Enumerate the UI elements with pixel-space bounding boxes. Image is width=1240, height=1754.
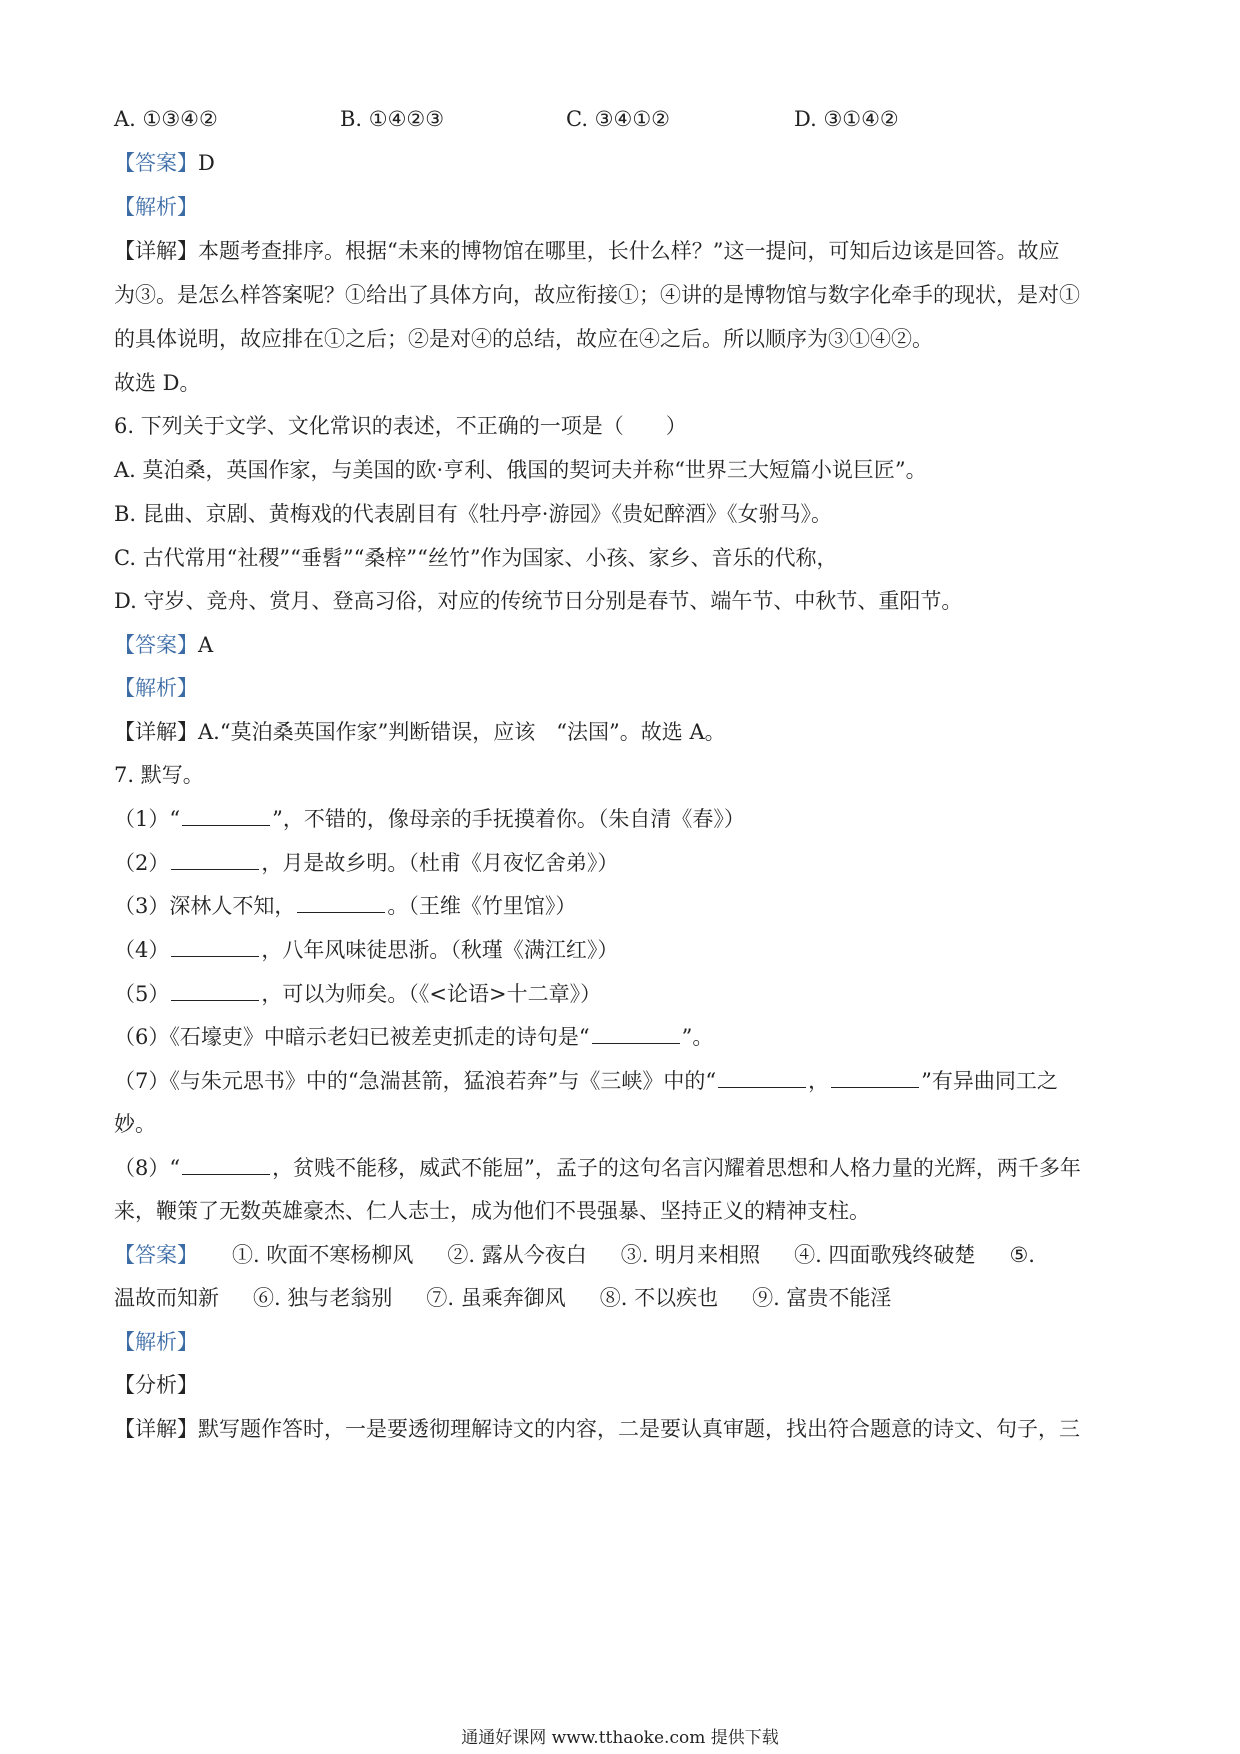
q6-option-b: B. 昆曲、京剧、黄梅戏的代表剧目有《牡丹亭·游园》《贵妃醉酒》《女驸马》。 <box>114 502 832 526</box>
q7-item-4 <box>114 935 618 965</box>
q5-detail-line-1 <box>114 236 1059 266</box>
item-text: （8）“ <box>114 1156 181 1180</box>
item-text: ， <box>808 1069 830 1093</box>
answer-tag: 【答案】 <box>114 151 198 175</box>
item-text: ，月是故乡明。（杜甫《月夜忆舍弟》） <box>261 851 619 875</box>
detail-text: 本题考查排序。根据“未来的博物馆在哪里，长什么样？”这一提问，可知后边该是回答。故应 <box>198 239 1060 263</box>
answer-item: ③. 明月来相照 <box>620 1243 761 1267</box>
answer-tag: 【答案】 <box>114 633 198 657</box>
q7-item-3 <box>114 891 576 921</box>
item-text: ，可以为师矣。（《<论语>十二章》） <box>261 982 602 1006</box>
item-text: ，八年风味徒思浙。（秋瑾《满江红》） <box>261 938 619 962</box>
q6-option-c: C. 古代常用“社稷”“垂髫”“桑梓”“丝竹”作为国家、小孩、家乡、音乐的代称， <box>114 546 838 570</box>
answer-blank <box>171 849 259 870</box>
item-text: ，贫贱不能移，威武不能屈”，孟子的这句名言闪耀着思想和人格力量的光辉，两千多年 <box>272 1156 1081 1180</box>
q5-option-c: C. ③④①② <box>566 107 670 131</box>
answer-item: ⑨. 富贵不能淫 <box>752 1286 892 1310</box>
answer-tag: 【答案】 <box>114 1243 198 1267</box>
q7-analysis-tag: 【解析】 <box>114 1330 198 1354</box>
item-text: ”，不错的，像母亲的手抚摸着你。（朱自清《春》） <box>272 807 745 831</box>
item-text: （1）“ <box>114 807 181 831</box>
item-text: （3）深林人不知， <box>114 894 296 918</box>
q7-item-5 <box>114 979 601 1009</box>
answer-blank <box>182 805 270 826</box>
answer-blank <box>831 1067 919 1088</box>
q5-option-b: B. ①④②③ <box>340 107 445 131</box>
answer-item: ⑤. <box>1009 1243 1035 1267</box>
q6-analysis-tag: 【解析】 <box>114 676 198 700</box>
answer-value: A <box>198 633 214 657</box>
q7-item-2 <box>114 848 618 878</box>
q6-option-d: D. 守岁、竞舟、赏月、登高习俗，对应的传统节日分别是春节、端午节、中秋节、重阳节。 <box>114 589 963 613</box>
q5-choose: 故选 D。 <box>114 371 201 395</box>
q7-fenxi-tag: 【分析】 <box>114 1373 198 1397</box>
answer-blank <box>718 1067 806 1088</box>
item-text: ”有异曲同工之 <box>921 1069 1058 1093</box>
answer-blank <box>182 1154 270 1175</box>
q7-item-1 <box>114 804 745 834</box>
answer-item: 温故而知新 <box>114 1286 219 1310</box>
answer-value: D <box>198 151 215 175</box>
q5-detail-line-2: 为③。是怎么样答案呢？①给出了具体方向，故应衔接①；④讲的是博物馆与数字化牵手的现状，是对① <box>114 283 1080 307</box>
detail-text: A.“莫泊桑英国作家”判断错误，应该 “法国”。故选 A。 <box>198 720 726 744</box>
answer-blank <box>592 1023 680 1044</box>
item-text: 。（王维《竹里馆》） <box>387 894 577 918</box>
answer-blank <box>171 936 259 957</box>
answer-blank <box>171 980 259 1001</box>
detail-text: 默写题作答时，一是要透彻理解诗文的内容，二是要认真审题，找出符合题意的诗文、句子，三 <box>198 1417 1080 1441</box>
item-text: （2） <box>114 851 170 875</box>
q6-answer <box>114 630 213 660</box>
q7-item-6 <box>114 1022 713 1052</box>
answer-item: ②. 露从今夜白 <box>447 1243 587 1267</box>
q7-item-8 <box>114 1153 1081 1183</box>
q7-answer-row-1 <box>114 1240 1035 1270</box>
item-text: ”。 <box>681 1025 714 1049</box>
page-footer: 通通好课网 www.tthaoke.com 提供下载 <box>461 1728 779 1748</box>
answer-item: ⑦. 虽乘奔御风 <box>426 1286 566 1310</box>
q6-stem: 6. 下列关于文学、文化常识的表述，不正确的一项是（ ） <box>114 414 687 438</box>
q7-answer-row-2 <box>114 1283 891 1313</box>
item-text: （4） <box>114 938 170 962</box>
answer-item: ⑥. 独与老翁别 <box>253 1286 393 1310</box>
item-text: （5） <box>114 982 170 1006</box>
q7-stem: 7. 默写。 <box>114 763 204 787</box>
q6-detail <box>114 717 726 747</box>
detail-tag: 【详解】 <box>114 720 198 744</box>
q7-item-7 <box>114 1066 1058 1096</box>
q5-answer <box>114 148 215 178</box>
q7-detail <box>114 1414 1080 1444</box>
item-text: （7）《与朱元思书》中的“急湍甚箭，猛浪若奔”与《三峡》中的“ <box>114 1069 717 1093</box>
detail-tag: 【详解】 <box>114 239 198 263</box>
q5-option-a: A. ①③④② <box>114 107 218 131</box>
answer-blank <box>297 892 385 913</box>
q5-analysis-tag: 【解析】 <box>114 195 198 219</box>
detail-tag: 【详解】 <box>114 1417 198 1441</box>
q6-option-a: A. 莫泊桑，英国作家，与美国的欧·亨利、俄国的契诃夫并称“世界三大短篇小说巨匠”。 <box>114 458 927 482</box>
q7-item-8-cont: 来，鞭策了无数英雄豪杰、仁人志士，成为他们不畏强暴、坚持正义的精神支柱。 <box>114 1199 870 1223</box>
q5-option-d: D. ③①④② <box>794 107 899 131</box>
q5-detail-line-3: 的具体说明，故应排在①之后；②是对④的总结，故应在④之后。所以顺序为③①④②。 <box>114 327 933 351</box>
answer-item: ④. 四面歌残终破楚 <box>794 1243 976 1267</box>
q7-item-7-cont: 妙。 <box>114 1112 156 1136</box>
answer-item: ①. 吹面不寒杨柳风 <box>232 1243 414 1267</box>
answer-item: ⑧. 不以疾也 <box>599 1286 719 1310</box>
item-text: （6）《石壕吏》中暗示老妇已被差吏抓走的诗句是“ <box>114 1025 590 1049</box>
